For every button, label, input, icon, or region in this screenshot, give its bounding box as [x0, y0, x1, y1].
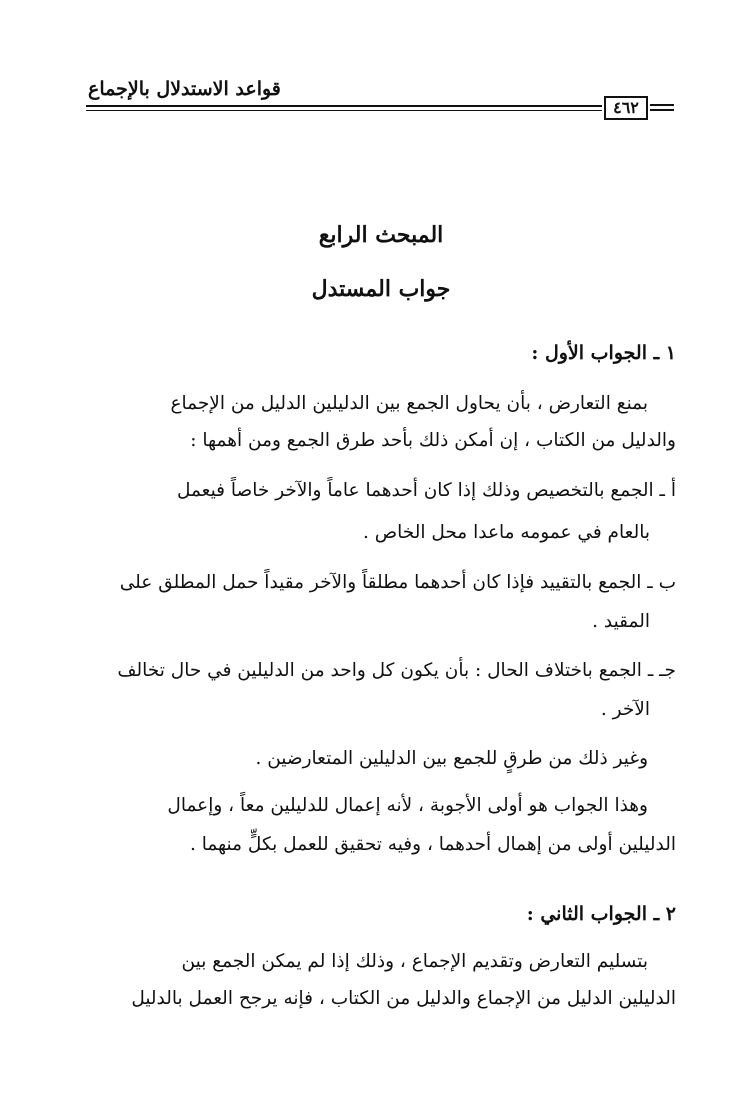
item-b-line-2: المقيد . — [592, 611, 650, 632]
item-b-line-1: ب ـ الجمع بالتقييد فإذا كان أحدهما مطلقاً والآخر مقيداً حمل المطلق على — [119, 572, 676, 593]
answer2-line-2: الدليلين الدليل من الإجماع والدليل من الكتاب ، فإنه يرجح العمل بالدليل — [131, 988, 676, 1009]
running-header-title: قواعد الاستدلال بالإجماع — [88, 78, 281, 100]
header-rule — [86, 105, 602, 107]
answer1-conclusion-line-1: وهذا الجواب هو أولى الأجوبة ، لأنه إعمال للدليلين معاً ، وإعمال — [167, 795, 648, 816]
section-subtitle: جواب المستدل — [311, 276, 451, 302]
item-a-line-1: أ ـ الجمع بالتخصيص وذلك إذا كان أحدهما عاماً والآخر خاصاً فيعمل — [176, 480, 676, 501]
other-methods-line: وغير ذلك من طرقٍ للجمع بين الدليلين المتعارضين . — [255, 748, 648, 769]
page-number-rule-bottom — [650, 109, 674, 111]
item-c-line-1: جـ ـ الجمع باختلاف الحال : بأن يكون كل واحد من الدليلين في حال تخالف — [117, 660, 676, 681]
answer1-heading: ١ ـ الجواب الأول : — [531, 342, 676, 364]
answer1-intro-line-2: والدليل من الكتاب ، إن أمكن ذلك بأحد طرق الجمع ومن أهمها : — [190, 430, 676, 451]
answer2-line-1: بتسليم التعارض وتقديم الإجماع ، وذلك إذا لم يمكن الجمع بين — [181, 951, 648, 972]
answer1-conclusion-line-2: الدليلين أولى من إهمال أحدهما ، وفيه تحقيق للعمل بكلٍّ منهما . — [189, 834, 676, 855]
header-rule-thin — [86, 110, 602, 111]
section-title: المبحث الرابع — [318, 222, 444, 248]
page-number-rule-top — [650, 104, 674, 106]
answer2-heading: ٢ ـ الجواب الثاني : — [526, 903, 676, 925]
answer1-intro-line-1: بمنع التعارض ، بأن يحاول الجمع بين الدليلين الدليل من الإجماع — [170, 393, 648, 414]
item-c-line-2: الآخر . — [600, 699, 650, 720]
item-a-line-2: بالعام في عمومه ماعدا محل الخاص . — [362, 522, 650, 543]
page-number: ٤٦٢ — [604, 96, 648, 120]
